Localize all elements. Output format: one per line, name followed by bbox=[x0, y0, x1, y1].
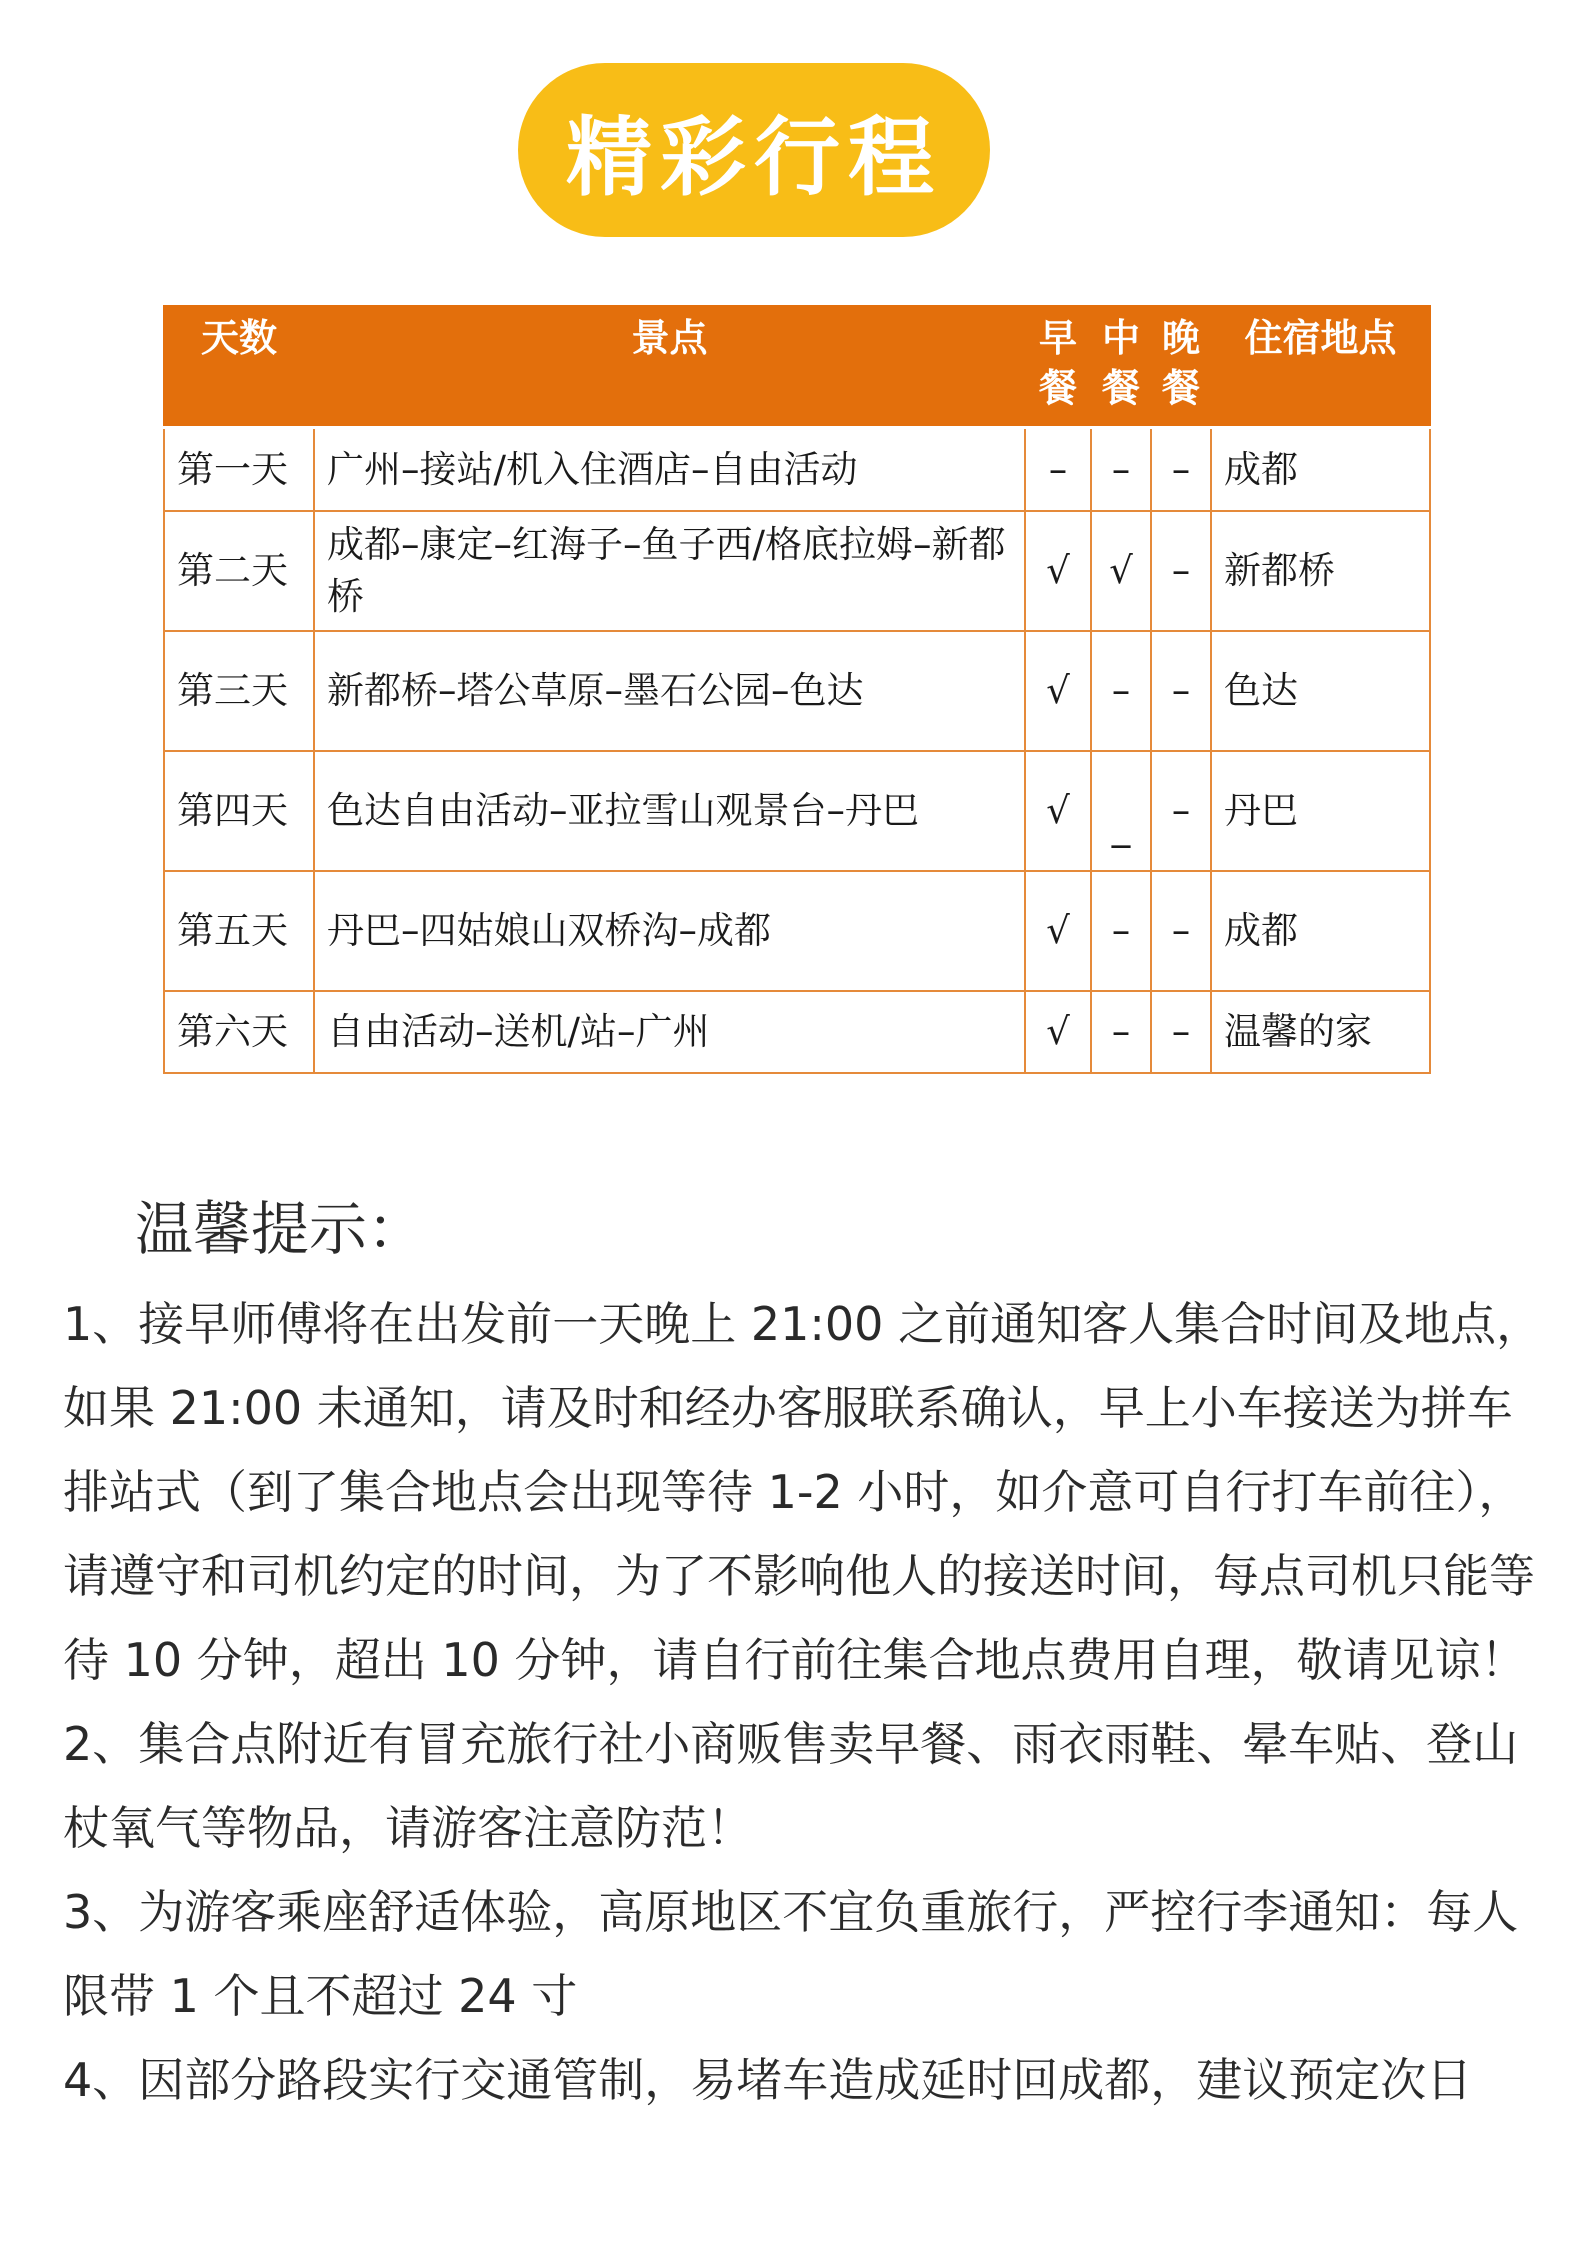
hotel-cell: 成都 bbox=[1211, 871, 1430, 991]
lunch-cell: – bbox=[1091, 631, 1151, 751]
tip-item: 4、因部分路段实行交通管制，易堵车造成延时回成都，建议预定次日 bbox=[63, 2053, 1473, 2107]
spot-cell: 自由活动–送机/站–广州 bbox=[314, 991, 1025, 1073]
breakfast-cell: √ bbox=[1025, 991, 1091, 1073]
day-cell: 第六天 bbox=[164, 991, 314, 1073]
spot-cell: 新都桥–塔公草原–墨石公园–色达 bbox=[314, 631, 1025, 751]
lunch-cell: √ bbox=[1091, 511, 1151, 631]
spot-cell: 丹巴–四姑娘山双桥沟–成都 bbox=[314, 871, 1025, 991]
tip-item: 3、为游客乘座舒适体验，高原地区不宜负重旅行，严控行李通知：每人限带 1 个且不超过 24 寸 bbox=[63, 1885, 1519, 2023]
lunch-mark: _ bbox=[1111, 805, 1131, 848]
day-cell: 第五天 bbox=[164, 871, 314, 991]
table-row bbox=[164, 991, 1430, 1073]
spot-cell: 广州–接站/机入住酒店–自由活动 bbox=[314, 428, 1025, 512]
table-row bbox=[164, 428, 1430, 512]
table-row bbox=[164, 511, 1430, 631]
dinner-cell: – bbox=[1151, 991, 1211, 1073]
breakfast-cell: √ bbox=[1025, 751, 1091, 871]
tip-item: 2、集合点附近有冒充旅行社小商贩售卖早餐、雨衣雨鞋、晕车贴、登山杖氧气等物品，请游客注意防范！ bbox=[63, 1717, 1519, 1855]
dinner-cell: – bbox=[1151, 428, 1211, 512]
hotel-cell: 成都 bbox=[1211, 428, 1430, 512]
day-cell: 第二天 bbox=[164, 511, 314, 631]
table-row bbox=[164, 871, 1430, 991]
dinner-cell: – bbox=[1151, 631, 1211, 751]
itinerary-table bbox=[163, 305, 1431, 1074]
page-title: 精彩行程 bbox=[566, 107, 942, 208]
dinner-cell: – bbox=[1151, 511, 1211, 631]
tips-heading: 温馨提示： bbox=[135, 1195, 426, 1263]
day-cell: 第三天 bbox=[164, 631, 314, 751]
hotel-cell: 丹巴 bbox=[1211, 751, 1430, 871]
dinner-cell: – bbox=[1151, 871, 1211, 991]
day-cell: 第一天 bbox=[164, 428, 314, 512]
spot-cell: 成都–康定–红海子–鱼子西/格底拉姆–新都桥 bbox=[314, 511, 1025, 631]
spot-cell: 色达自由活动–亚拉雪山观景台–丹巴 bbox=[314, 751, 1025, 871]
table-row bbox=[164, 631, 1430, 751]
tip-item: 1、接早师傅将在出发前一天晚上 21:00 之前通知客人集合时间及地点，如果 21:00 未通知，请及时和经办客服联系确认，早上小车接送为拼车排站式（到了集合地点会出现等待 1-2 小时，如介意可自行打车前往），请遵守和司机约定的时间，为了不影响他人的接送时间，每点司机只能等待 10 分钟，超出 10 分钟，请自行前往集合地点费用自理，敬请见谅！ bbox=[63, 1297, 1543, 1687]
header-hotel: 住宿地点 bbox=[1211, 305, 1430, 428]
hotel-cell: 温馨的家 bbox=[1211, 991, 1430, 1073]
breakfast-cell: √ bbox=[1025, 631, 1091, 751]
lunch-cell bbox=[1091, 751, 1151, 871]
tips-list bbox=[63, 1282, 1543, 2122]
lunch-cell: – bbox=[1091, 428, 1151, 512]
header-spot: 景点 bbox=[314, 305, 1025, 428]
hotel-cell: 新都桥 bbox=[1211, 511, 1430, 631]
table-row bbox=[164, 751, 1430, 871]
header-dinner: 晚餐 bbox=[1151, 305, 1211, 428]
header-breakfast: 早餐 bbox=[1025, 305, 1091, 428]
lunch-cell: – bbox=[1091, 871, 1151, 991]
lunch-cell: – bbox=[1091, 991, 1151, 1073]
title-banner bbox=[518, 63, 990, 237]
breakfast-cell: – bbox=[1025, 428, 1091, 512]
dinner-cell: – bbox=[1151, 751, 1211, 871]
hotel-cell: 色达 bbox=[1211, 631, 1430, 751]
header-day: 天数 bbox=[164, 305, 314, 428]
day-cell: 第四天 bbox=[164, 751, 314, 871]
table-header-row bbox=[164, 305, 1430, 428]
header-lunch: 中餐 bbox=[1091, 305, 1151, 428]
breakfast-cell: √ bbox=[1025, 871, 1091, 991]
breakfast-cell: √ bbox=[1025, 511, 1091, 631]
